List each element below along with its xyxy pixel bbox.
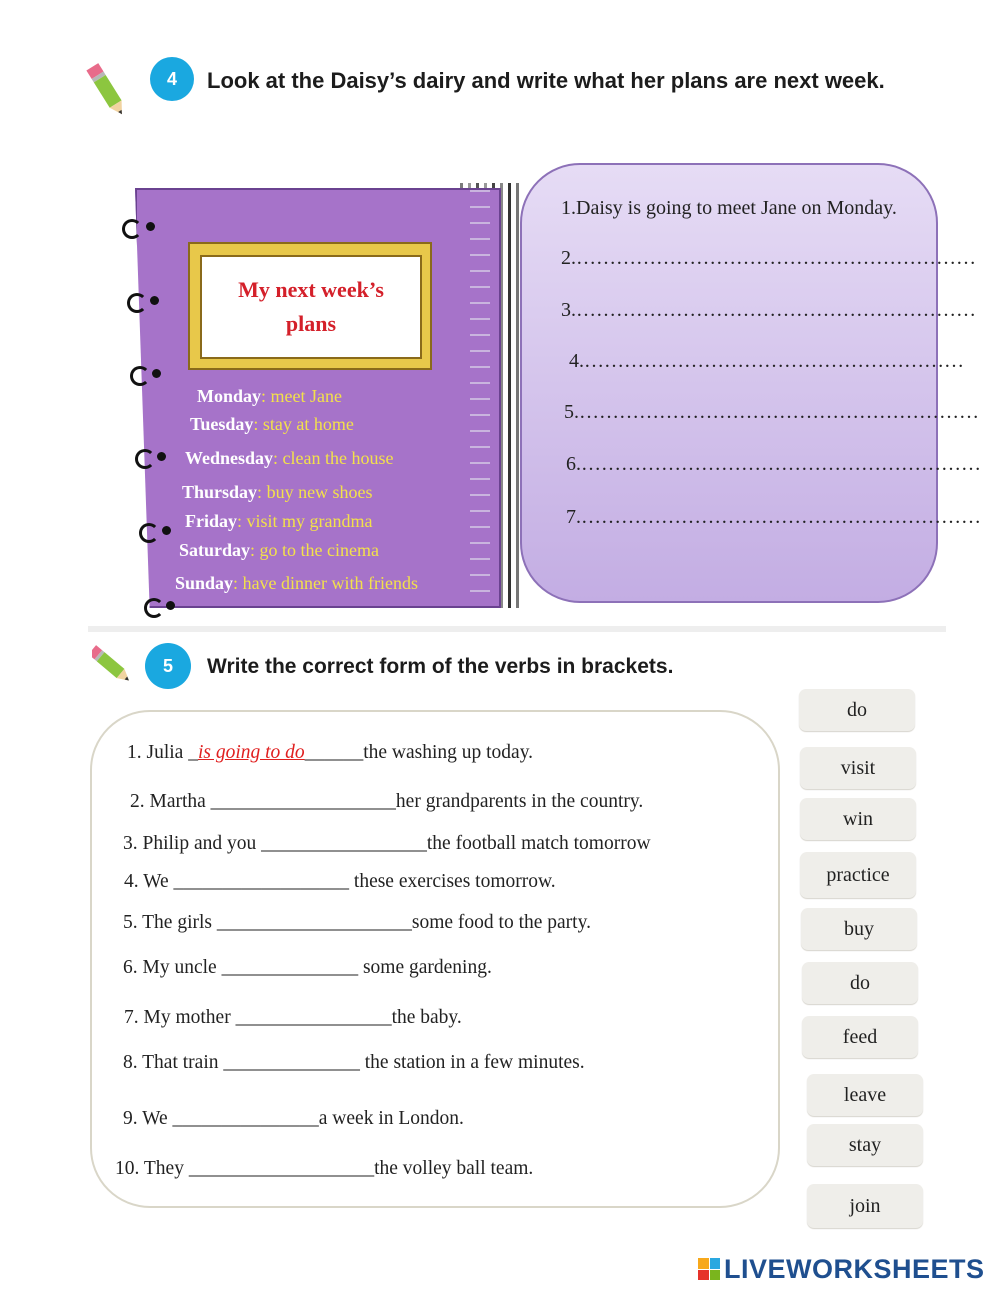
plan-row-saturday (179, 540, 379, 561)
plan-row-monday (197, 386, 342, 407)
section-4-instruction: Look at the Daisy’s dairy and write what her plans are next week. (207, 68, 885, 93)
verb-tile-do-2[interactable]: do (802, 962, 918, 1004)
plan-day: Friday (185, 511, 237, 531)
logo-text: LIVEWORKSHEETS (724, 1253, 985, 1284)
plan-day: Tuesday (190, 414, 254, 434)
notebook-ring-hole (162, 526, 171, 535)
plan-separator: : (273, 448, 283, 468)
answer-line-1[interactable]: 1.Daisy is going to meet Jane on Monday. (561, 197, 897, 219)
notebook-title-line-2: plans (285, 311, 337, 336)
plan-activity: meet Jane (270, 386, 342, 406)
plan-day: Sunday (175, 573, 234, 593)
verb-tile-practice[interactable]: practice (800, 852, 916, 898)
answer-line-7[interactable]: 7.…………………………………………………… (566, 506, 981, 528)
plan-separator: : (253, 414, 263, 434)
plan-activity: buy new shoes (266, 482, 373, 502)
answer-field[interactable]: is going to do (197, 742, 305, 763)
answer-line-5[interactable]: 5.…………………………………………………… (564, 401, 979, 423)
plan-row-sunday (175, 573, 418, 594)
sentence-8[interactable]: 8. That train ______________ the station in a few minutes. (123, 1052, 585, 1073)
plan-separator: : (257, 482, 267, 502)
pencil-icon (92, 640, 132, 690)
sentence-1 (127, 742, 533, 764)
verb-tile-buy[interactable]: buy (801, 908, 917, 950)
notebook-ring-hole (150, 296, 159, 305)
notebook-ring-hole (157, 452, 166, 461)
sentence-text: ______the washing up today. (304, 742, 534, 763)
plan-day: Saturday (179, 540, 251, 560)
plan-activity: have dinner with friends (242, 573, 419, 593)
sentence-4[interactable]: 4. We __________________ these exercises tomorrow. (124, 871, 556, 892)
answer-line-6[interactable]: 6.…………………………………………………… (566, 453, 981, 475)
verb-tile-feed[interactable]: feed (802, 1016, 918, 1058)
plan-activity: stay at home (262, 414, 354, 434)
plan-separator: : (261, 386, 271, 406)
verb-tile-do[interactable]: do (799, 689, 915, 731)
notebook-title-line-1: My next week’s (238, 277, 384, 302)
plan-activity: clean the house (282, 448, 394, 468)
liveworksheets-logo (698, 1252, 985, 1286)
sentence-3[interactable]: 3. Philip and you _________________the football match tomorrow (123, 833, 651, 854)
verb-tile-join[interactable]: join (807, 1184, 923, 1228)
sentence-2[interactable]: 2. Martha ___________________her grandparents in the country. (130, 791, 644, 812)
plan-day: Wednesday (185, 448, 274, 468)
verb-tile-visit[interactable]: visit (800, 747, 916, 789)
plan-separator: : (233, 573, 243, 593)
plan-row-friday (185, 511, 373, 532)
plan-day: Thursday (182, 482, 258, 502)
section-4-number: 4 (150, 57, 194, 101)
notebook-ring (139, 523, 159, 543)
section-divider (88, 626, 946, 632)
pencil-icon (86, 58, 130, 122)
notebook-ring (135, 449, 155, 469)
plan-separator: : (250, 540, 260, 560)
answer-line-4[interactable]: 4.………………………………………………… (569, 350, 964, 372)
plan-separator: : (237, 511, 247, 531)
notebook-page-lines (470, 190, 490, 600)
plan-row-thursday (182, 482, 373, 503)
notebook-title (200, 255, 422, 359)
notebook-ring-hole (166, 601, 175, 610)
plan-activity: go to the cinema (259, 540, 379, 560)
sentence-10[interactable]: 10. They ___________________the volley ball team. (115, 1158, 534, 1179)
notebook-ring (144, 598, 164, 618)
sentence-9[interactable]: 9. We _______________a week in London. (123, 1108, 464, 1129)
notebook-ring-hole (146, 222, 155, 231)
plan-row-wednesday (185, 448, 394, 469)
notebook-ring-hole (152, 369, 161, 378)
liveworksheets-logo-icon (698, 1258, 720, 1280)
sentence-6[interactable]: 6. My uncle ______________ some gardening. (123, 957, 492, 978)
answer-line-3[interactable]: 3.…………………………………………………… (561, 299, 976, 321)
answer-box (520, 163, 938, 603)
notebook-ring (127, 293, 147, 313)
answer-line-2[interactable]: 2.…………………………………………………… (561, 247, 976, 269)
verb-tile-stay[interactable]: stay (807, 1124, 923, 1166)
verb-tile-win[interactable]: win (800, 798, 916, 840)
notebook-ring (130, 366, 150, 386)
section-5-number: 5 (145, 643, 191, 689)
plan-activity: visit my grandma (246, 511, 373, 531)
verb-tile-leave[interactable]: leave (807, 1074, 923, 1116)
plan-day: Monday (197, 386, 262, 406)
plan-row-tuesday (190, 414, 354, 435)
notebook-ring (122, 219, 142, 239)
sentence-5[interactable]: 5. The girls ____________________some food to the party. (123, 912, 591, 933)
sentence-7[interactable]: 7. My mother ________________the baby. (124, 1007, 462, 1028)
sentence-text: 1. Julia _ (127, 742, 198, 763)
section-5-instruction: Write the correct form of the verbs in brackets. (207, 655, 674, 678)
